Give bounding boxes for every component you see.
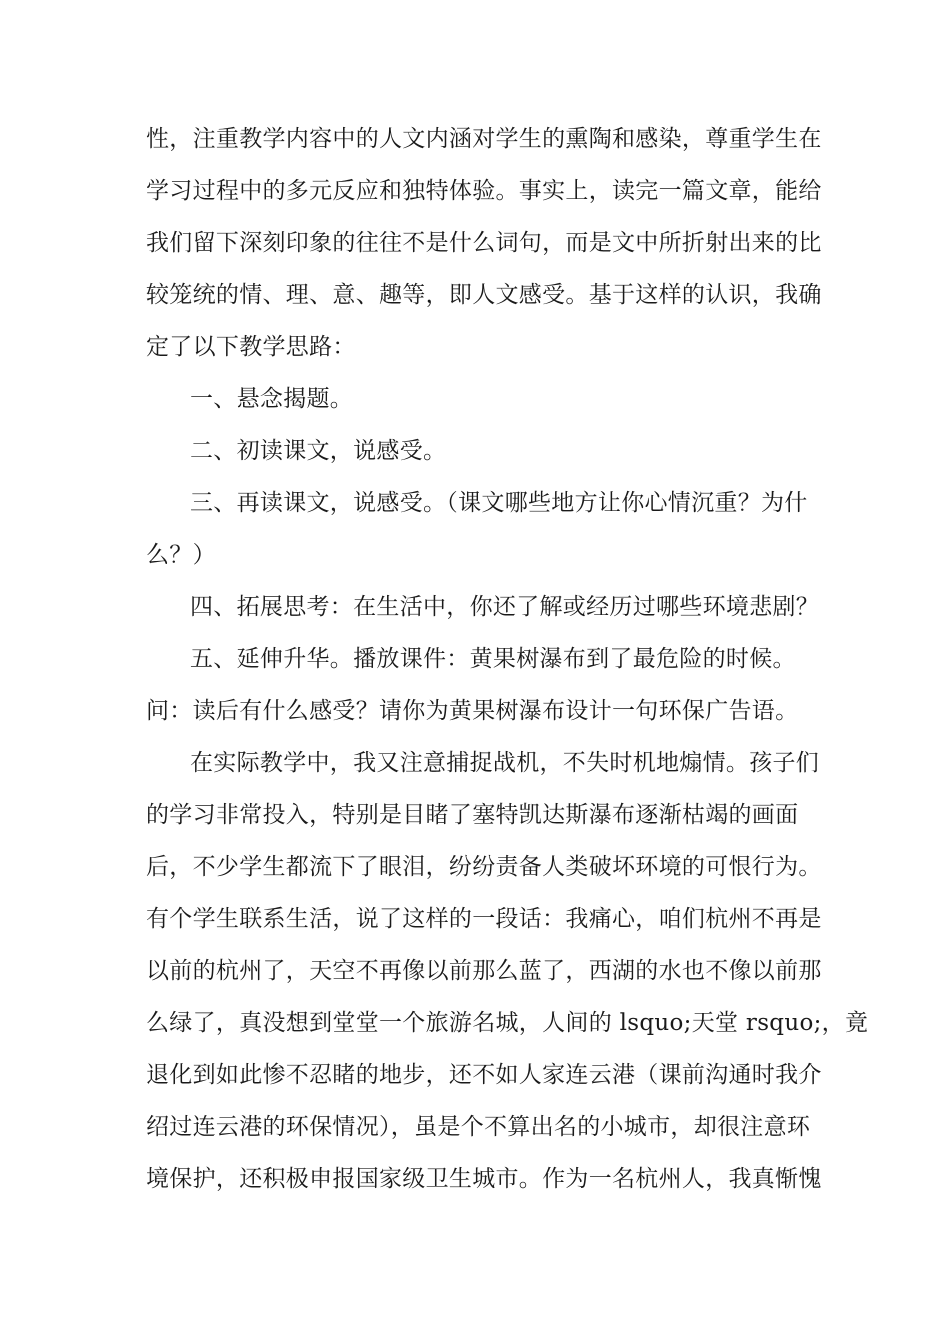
text-line: 么？） [146,542,216,568]
text-line: 有个学生联系生活，说了这样的一段话：我痛心，咱们杭州不再是 [146,906,822,932]
text-line: 么绿了，真没想到堂堂一个旅游名城，人间的 lsquo;天堂 rsquo;，竟 [146,1010,869,1036]
text-line: 定了以下教学思路： [146,334,356,360]
text-line: 性，注重教学内容中的人文内涵对学生的熏陶和感染，尊重学生在 [146,126,822,152]
text-line: 的学习非常投入，特别是目睹了塞特凯达斯瀑布逐渐枯竭的画面 [146,802,799,828]
text-line: 退化到如此惨不忍睹的地步，还不如人家连云港（课前沟通时我介 [146,1062,822,1088]
text-line: 以前的杭州了，天空不再像以前那么蓝了，西湖的水也不像以前那 [146,958,822,984]
text-line: 我们留下深刻印象的往往不是什么词句，而是文中所折射出来的比 [146,230,822,256]
text-line: 绍过连云港的环保情况），虽是个不算出名的小城市，却很注意环 [146,1114,811,1140]
text-line: 问：读后有什么感受？请你为黄果树瀑布设计一句环保广告语。 [146,698,799,724]
text-line: 后，不少学生都流下了眼泪，纷纷责备人类破坏环境的可恨行为。 [146,854,822,880]
outline-item-5: 五、延伸升华。播放课件：黄果树瀑布到了最危险的时候。 [190,646,796,672]
paragraph-start: 在实际教学中，我又注意捕捉战机，不失时机地煽情。孩子们 [190,750,820,776]
outline-item-2: 二、初读课文，说感受。 [190,438,447,464]
outline-item-4: 四、拓展思考：在生活中，你还了解或经历过哪些环境悲剧？ [190,594,820,620]
text-line: 较笼统的情、理、意、趣等，即人文感受。基于这样的认识，我确 [146,282,822,308]
text-line: 境保护，还积极申报国家级卫生城市。作为一名杭州人，我真惭愧 [146,1166,822,1192]
text-line: 学习过程中的多元反应和独特体验。事实上，读完一篇文章，能给 [146,178,822,204]
outline-item-3: 三、再读课文，说感受。（课文哪些地方让你心情沉重？为什 [190,490,808,516]
outline-item-1: 一、悬念揭题。 [190,386,354,412]
